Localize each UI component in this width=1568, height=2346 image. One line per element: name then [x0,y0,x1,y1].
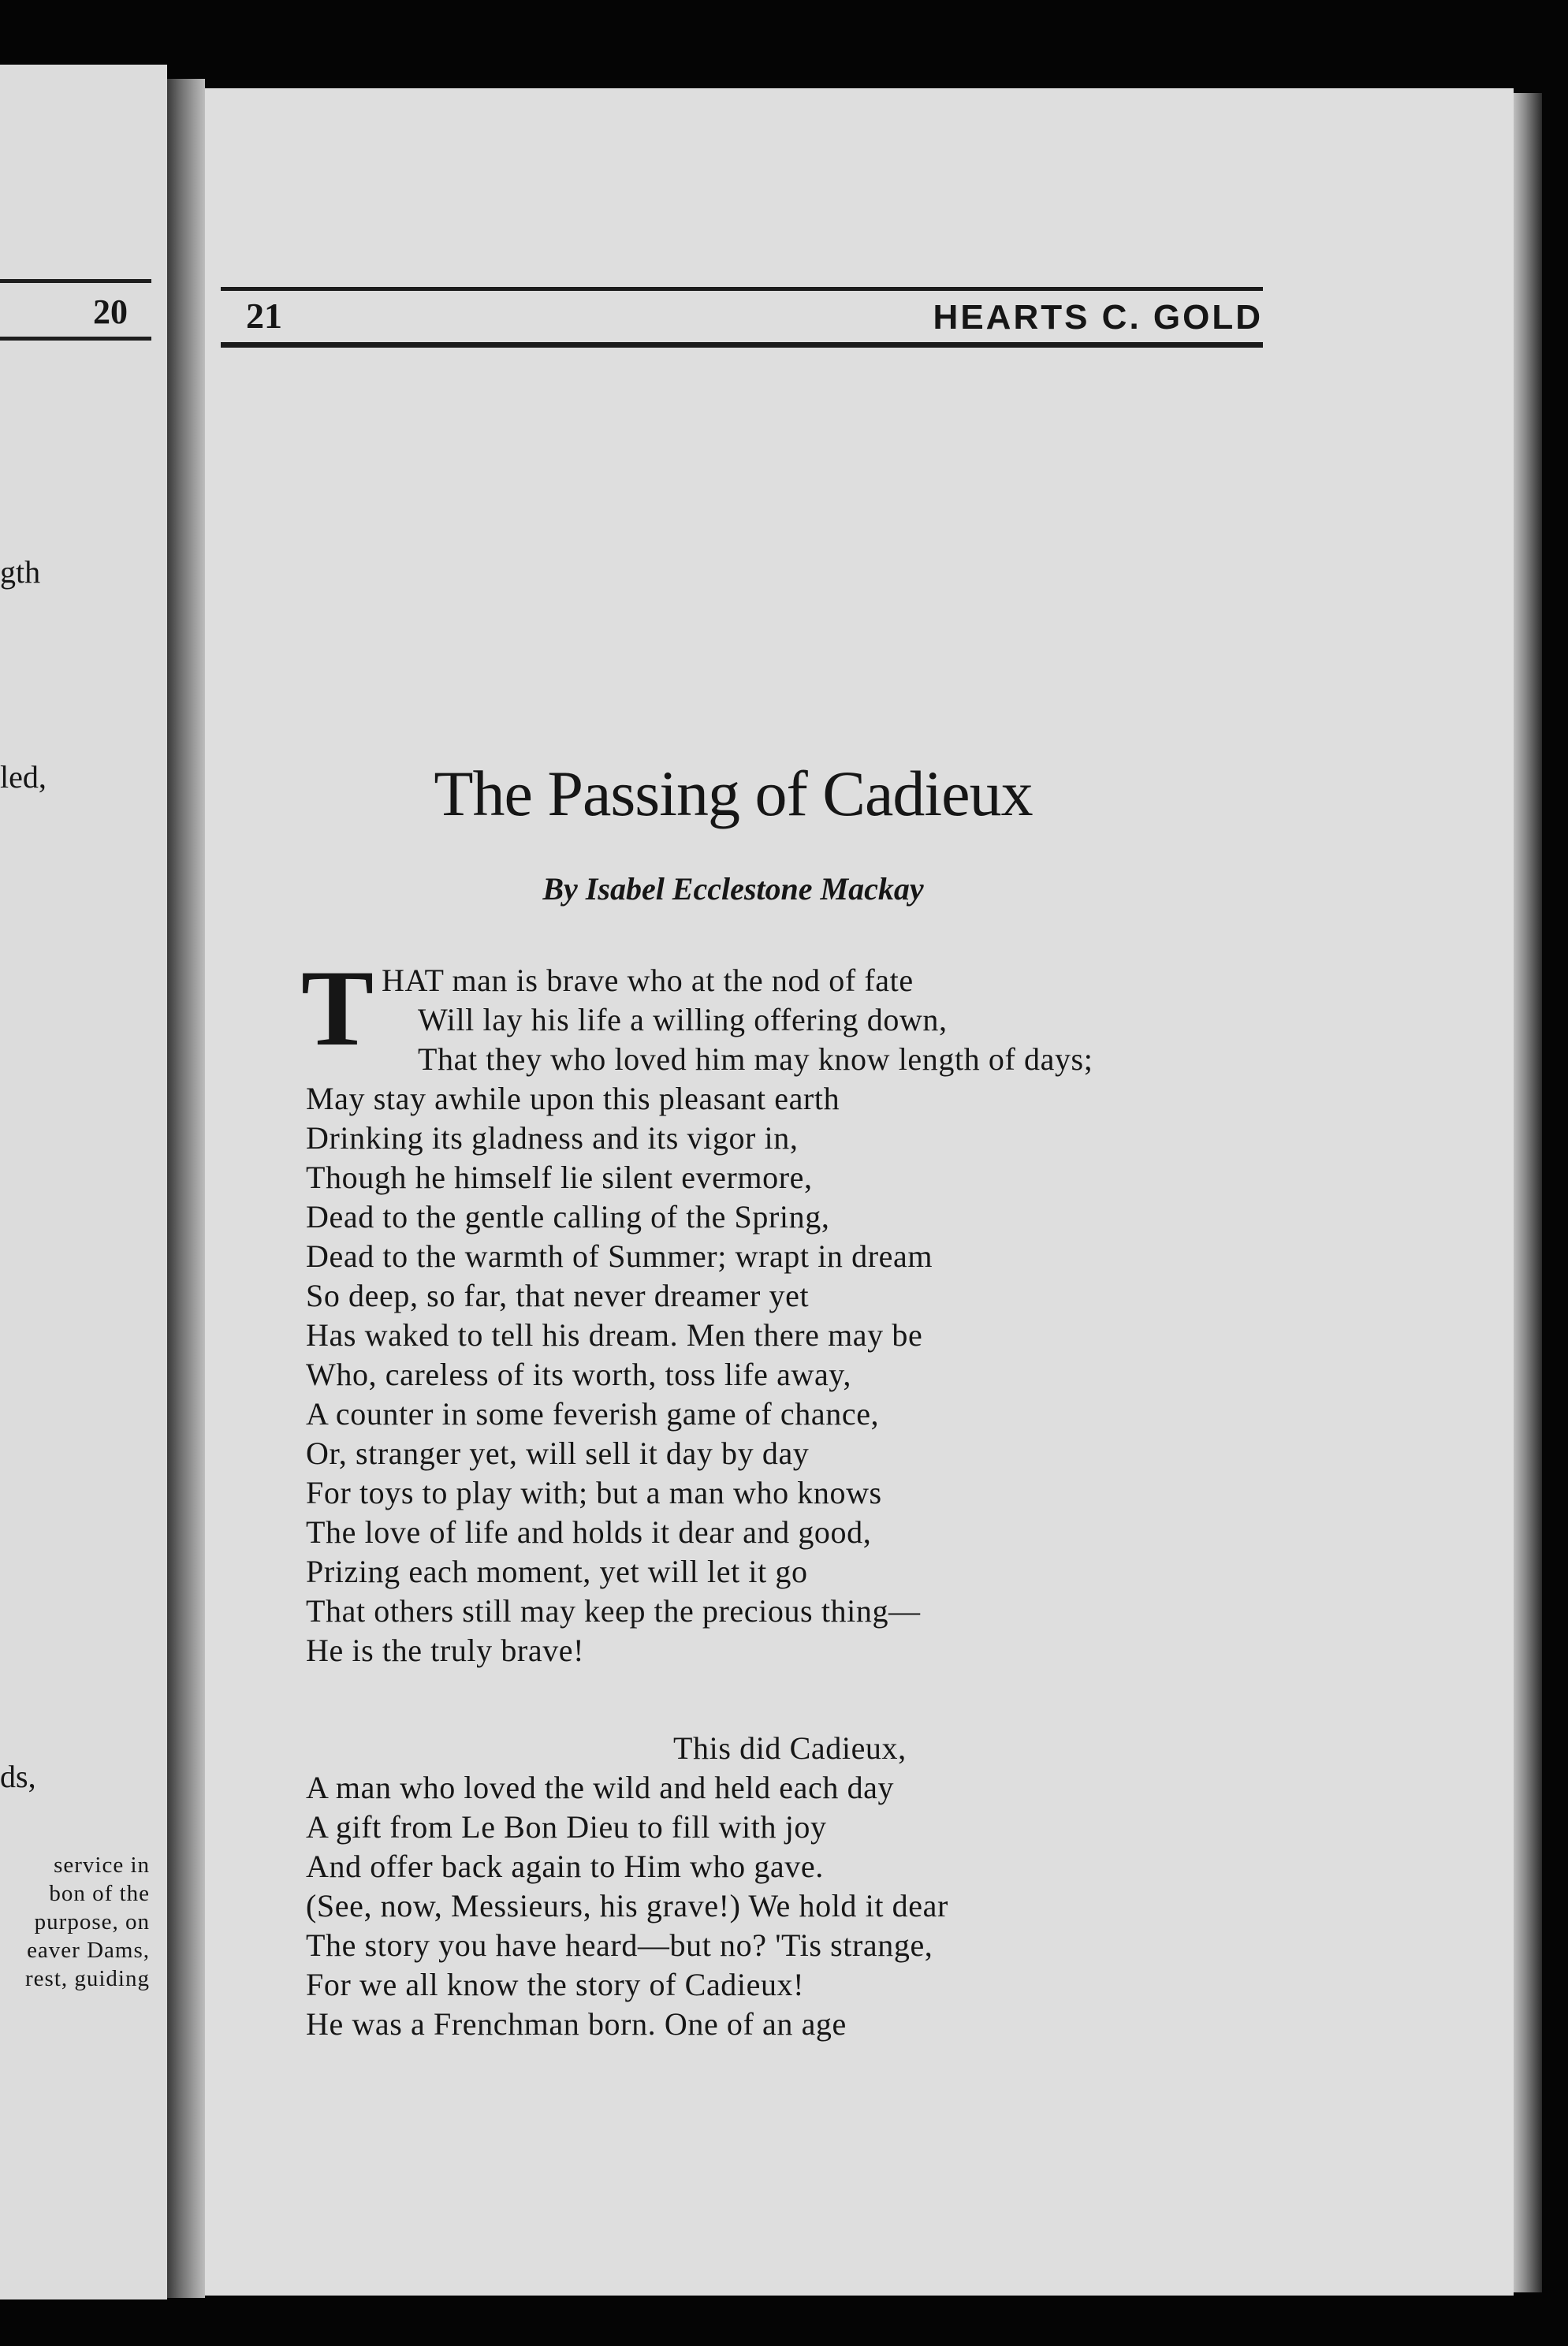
poem-line: A counter in some feverish game of chance, [306,1396,880,1432]
poem-line: He was a Frenchman born. One of an age [306,2006,847,2042]
poem-line: Dead to the gentle calling of the Spring, [306,1199,830,1234]
poem-line: Drinking its gladness and its vigor in, [306,1120,799,1156]
poem-line: Dead to the warmth of Summer; wrapt in dream [306,1238,933,1274]
poem-line: This did Cadieux, [673,1730,907,1766]
left-footnote-line: rest, guiding [25,1966,150,1991]
poem-line: So deep, so far, that never dreamer yet [306,1278,810,1313]
poem-line: May stay awhile upon this pleasant earth [306,1081,840,1116]
poem-line: Though he himself lie silent evermore, [306,1160,813,1195]
page-number: 21 [246,296,282,336]
left-page-number: 20 [93,292,128,331]
book-gutter-shadow [167,79,205,2298]
poem-line: Who, careless of its worth, toss life away, [306,1357,851,1392]
left-text-fragment: ds, [0,1759,36,1794]
poem-line: For toys to play with; but a man who knows [306,1475,882,1510]
poem-line: (See, now, Messieurs, his grave!) We hold it dear [306,1888,948,1923]
article-byline: By Isabel Ecclestone Mackay [542,871,924,907]
left-footnote-line: service in [54,1853,150,1878]
left-text-fragment: gth [0,554,41,590]
left-header-rule-top [0,279,151,283]
left-header-rule-bottom [0,337,151,341]
drop-cap: T [301,948,374,1068]
left-footnote-line: eaver Dams, [27,1938,150,1963]
book-page [205,88,1514,2296]
poem-line: For we all know the story of Cadieux! [306,1967,805,2002]
poem-line: The love of life and holds it dear and good, [306,1514,872,1550]
poem-line: That they who loved him may know length of days; [418,1041,1093,1077]
previous-page-fragment [0,65,167,2299]
poem-body [205,88,1514,2296]
poem-line: That others still may keep the precious thing— [306,1593,921,1629]
left-footnote-line: bon of the [49,1881,150,1906]
article-title: The Passing of Cadieux [434,758,1033,829]
left-footnote-line: purpose, on [34,1909,150,1935]
poem-line: HAT man is brave who at the nod of fate [382,963,914,998]
left-text-fragment: led, [0,759,47,795]
poem-line: Will lay his life a willing offering down, [418,1002,948,1037]
poem-line: A man who loved the wild and held each day [306,1770,895,1805]
poem-line: The story you have heard—but no? 'Tis strange, [306,1927,933,1963]
poem-line: Has waked to tell his dream. Men there may be [306,1317,923,1353]
poem-line: He is the truly brave! [306,1633,585,1668]
poem-line: A gift from Le Bon Dieu to fill with joy [306,1809,827,1845]
poem-line: Prizing each moment, yet will let it go [306,1554,808,1589]
poem-line: And offer back again to Him who gave. [306,1849,824,1884]
running-head: HEARTS C. GOLD [933,298,1263,337]
page-edge-shadow [1514,93,1542,2292]
poem-line: Or, stranger yet, will sell it day by day [306,1436,810,1471]
